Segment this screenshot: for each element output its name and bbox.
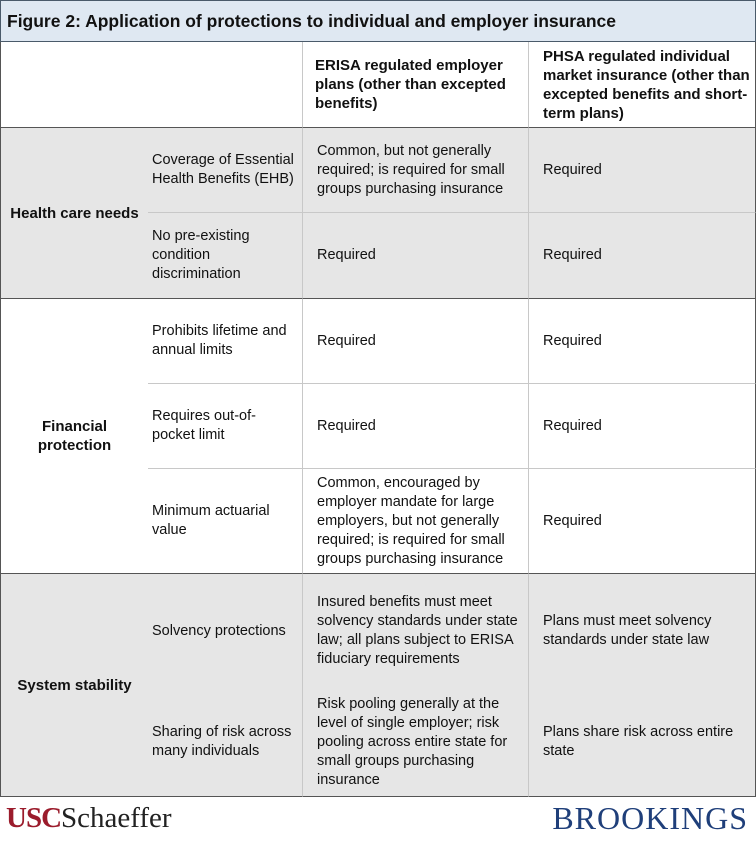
section-label-health-care-needs: Health care needs — [0, 127, 148, 298]
phsa-oop-limit: Required — [528, 383, 756, 468]
erisa-lifetime-limits: Required — [302, 298, 528, 383]
erisa-solvency: Insured benefits must meet solvency standards under state law; all plans subject to ERISA fiduciary requirements — [302, 573, 528, 688]
header-phsa: PHSA regulated individual market insurance (other than excepted benefits and short-term plans) — [528, 42, 756, 127]
phsa-pre-existing: Required — [528, 212, 756, 298]
criterion-lifetime-limits: Prohibits lifetime and annual limits — [148, 298, 302, 383]
criterion-risk-sharing: Sharing of risk across many individuals — [148, 688, 302, 797]
phsa-actuarial-value: Required — [528, 468, 756, 573]
erisa-pre-existing: Required — [302, 212, 528, 298]
criterion-ehb: Coverage of Essential Health Benefits (EHB) — [148, 127, 302, 212]
section-label-system-stability: System stability — [0, 573, 148, 797]
figure-title: Figure 2: Application of protections to individual and employer insurance — [0, 0, 756, 42]
usc-schaeffer-logo — [6, 800, 172, 836]
phsa-lifetime-limits: Required — [528, 298, 756, 383]
header-erisa: ERISA regulated employer plans (other than excepted benefits) — [302, 42, 528, 127]
phsa-solvency: Plans must meet solvency standards under state law — [528, 573, 756, 688]
protections-table — [0, 42, 756, 797]
criterion-oop-limit: Requires out-of-pocket limit — [148, 383, 302, 468]
section-label-financial-protection: Financial protection — [0, 298, 148, 573]
usc-wordmark: USC — [6, 802, 62, 834]
criterion-pre-existing: No pre-existing condition discrimination — [148, 212, 302, 298]
brookings-logo: BROOKINGS — [552, 800, 748, 836]
erisa-actuarial-value: Common, encouraged by employer mandate for large employers, but not generally required; is required for small groups purchasing insurance — [302, 468, 528, 573]
erisa-oop-limit: Required — [302, 383, 528, 468]
header-empty-criterion — [148, 42, 302, 127]
schaeffer-wordmark: Schaeffer — [61, 802, 172, 834]
erisa-risk-sharing: Risk pooling generally at the level of single employer; risk pooling across entire state for small groups purchasing insurance — [302, 688, 528, 797]
phsa-risk-sharing: Plans share risk across entire state — [528, 688, 756, 797]
criterion-solvency: Solvency protections — [148, 573, 302, 688]
erisa-ehb: Common, but not generally required; is required for small groups purchasing insurance — [302, 127, 528, 212]
criterion-actuarial-value: Minimum actuarial value — [148, 468, 302, 573]
phsa-ehb: Required — [528, 127, 756, 212]
header-empty-category — [0, 42, 148, 127]
